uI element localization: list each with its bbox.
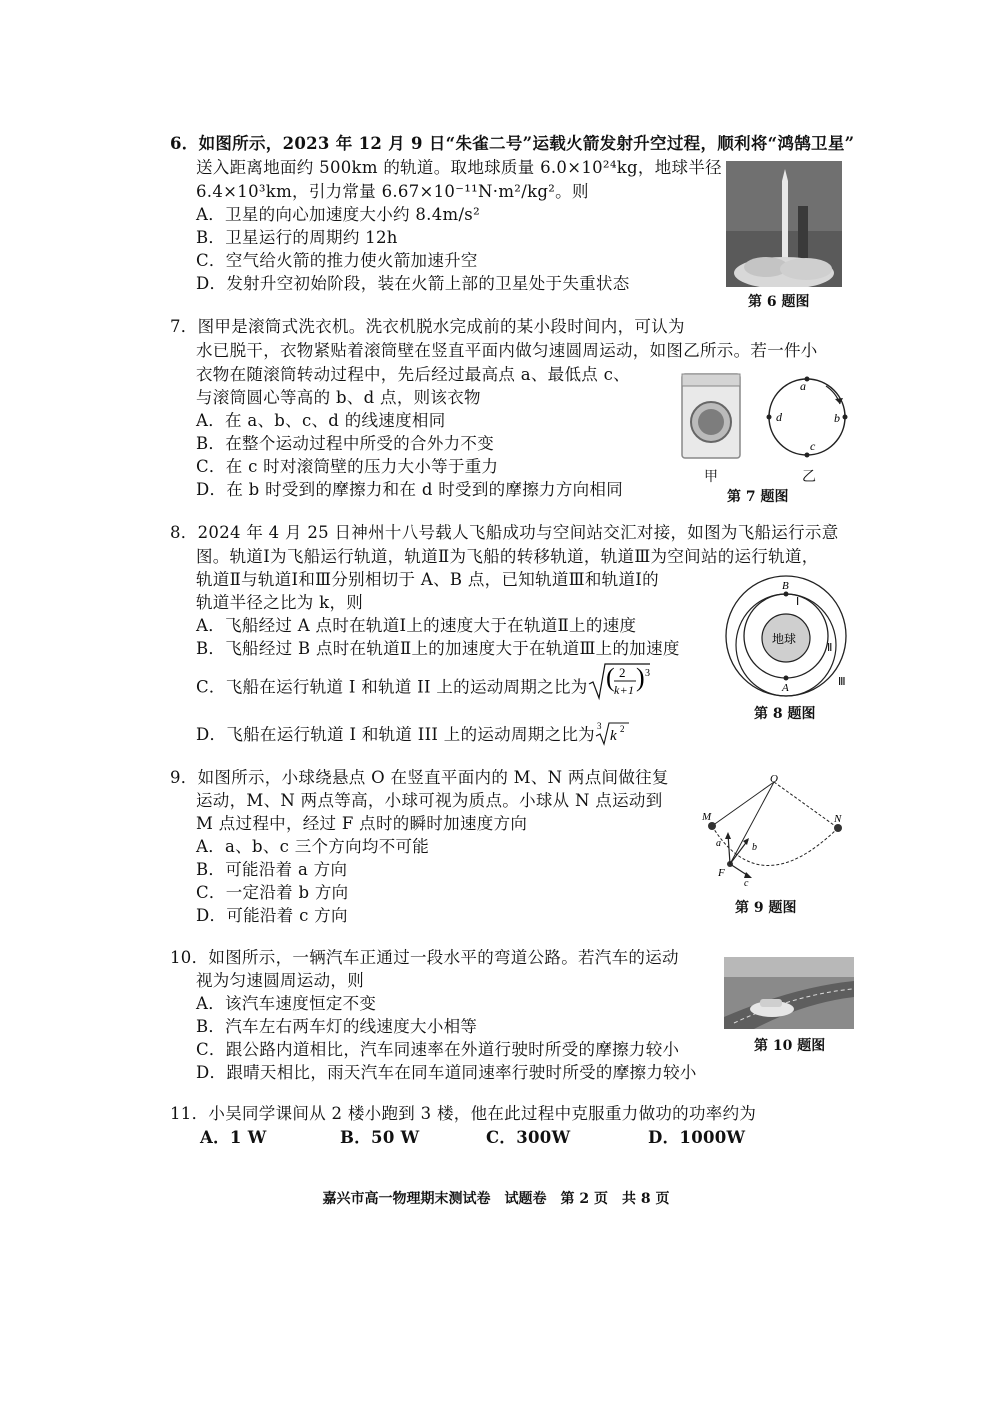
earth-label: 地球 — [772, 632, 797, 646]
pendulum-diagram — [700, 774, 850, 890]
q6-option-b: B．卫星运行的周期约 12h — [196, 228, 398, 247]
q10-option-d: D．跟晴天相比，雨天汽车在同车道同速率行驶时所受的摩擦力较小 — [196, 1063, 697, 1082]
root-exponent: 2 — [619, 723, 625, 734]
q7-option-a: A．在 a、b、c、d 的线速度相同 — [196, 411, 446, 430]
q7-stem-line1: 7．图甲是滚筒式洗衣机。洗衣机脱水完成前的某小段时间内，可认为 — [170, 317, 685, 336]
q8-option-b: B．飞船经过 B 点时在轨道Ⅱ上的加速度大于在轨道Ⅲ上的加速度 — [196, 639, 680, 658]
q6-caption: 第 6 题图 — [748, 294, 810, 310]
car-on-curve-photo — [724, 957, 854, 1029]
figure-label-yi: 乙 — [802, 469, 816, 485]
q6-stem-line1: 6．如图所示，2023 年 12 月 9 日“朱雀二号”运载火箭发射升空过程，顺利将“鸿鹄卫星” — [170, 134, 855, 153]
fraction-numerator: 2 — [618, 665, 626, 680]
q9-stem-line3: M 点过程中，经过 F 点时的瞬时加速度方向 — [196, 814, 528, 833]
q6-stem-line3: 6.4×10³km，引力常量 6.67×10⁻¹¹N·m²/kg²。则 — [196, 182, 589, 201]
q9-stem-line1: 9．如图所示，小球绕悬点 O 在竖直平面内的 M、N 两点间做往复 — [170, 768, 669, 787]
q11-option-b: B．50 W — [340, 1128, 420, 1147]
q8-caption: 第 8 题图 — [754, 706, 816, 722]
point-c-label: c — [810, 439, 816, 453]
q6-option-d: D．发射升空初始阶段，装在火箭上部的卫星处于失重状态 — [196, 274, 630, 293]
q10-stem-line1: 10．如图所示，一辆汽车正通过一段水平的弯道公路。若汽车的运动 — [170, 948, 679, 967]
q10-option-b: B．汽车左右两车灯的线速度大小相等 — [196, 1017, 478, 1036]
q10-option-a: A．该汽车速度恒定不变 — [196, 994, 377, 1013]
root-index: 3 — [596, 720, 602, 731]
orbit-diagram — [722, 573, 854, 698]
q8-option-c-text: C．飞船在运行轨道 I 和轨道 II 上的运动周期之比为 — [196, 677, 588, 697]
q8-stem-line2: 图。轨道Ⅰ为飞船运行轨道，轨道Ⅱ为飞船的转移轨道，轨道Ⅲ为空间站的运行轨道， — [196, 547, 819, 566]
fraction-denominator: k+1 — [613, 683, 634, 697]
q8-option-d — [196, 720, 631, 746]
orbit-I-label: Ⅰ — [796, 596, 800, 608]
q9-option-c: C．一定沿着 b 方向 — [196, 883, 349, 902]
point-A-label: A — [782, 682, 789, 694]
q6-stem-line2: 送入距离地面约 500km 的轨道。取地球质量 6.0×10²⁴kg，地球半径 — [196, 158, 722, 177]
q11-option-d: D．1000W — [648, 1128, 746, 1147]
q6-option-a: A．卫星的向心加速度大小约 8.4m/s² — [196, 205, 480, 224]
q8-option-d-text: D．飞船在运行轨道 I 和轨道 III 上的运动周期之比为 — [196, 725, 595, 744]
orbit-II-label: Ⅱ — [827, 642, 833, 654]
q8-stem-line1: 8．2024 年 4 月 25 日神州十八号载人飞船成功与空间站交汇对接，如图为飞船运行示意 — [170, 523, 839, 542]
q7-caption: 第 7 题图 — [727, 489, 789, 505]
point-a-label: a — [800, 379, 806, 393]
q8-option-a: A．飞船经过 A 点时在轨道Ⅰ上的速度大于在轨道Ⅱ上的速度 — [196, 616, 637, 635]
washing-machine-photo — [680, 372, 742, 460]
q7-stem-line3: 衣物在随滚筒转动过程中，先后经过最高点 a、最低点 c、 — [196, 365, 630, 384]
q8-option-c — [196, 663, 658, 702]
q6-option-c: C．空气给火箭的推力使火箭加速升空 — [196, 251, 478, 270]
q11-stem: 11．小吴同学课间从 2 楼小跑到 3 楼，他在此过程中克服重力做功的功率约为 — [170, 1104, 757, 1123]
point-N-label: N — [834, 813, 842, 825]
direction-b-label: b — [752, 842, 757, 853]
q9-option-b: B．可能沿着 a 方向 — [196, 860, 348, 879]
q11-option-a: A．1 W — [200, 1128, 267, 1147]
q7-stem-line4: 与滚筒圆心等高的 b、d 点，则该衣物 — [196, 388, 481, 407]
fraction-exponent: 3 — [644, 668, 650, 679]
point-b-label: b — [834, 411, 840, 425]
point-M-label: M — [702, 811, 712, 823]
q10-caption: 第 10 题图 — [754, 1038, 826, 1054]
q11-option-c: C．300W — [486, 1128, 571, 1147]
orbit-III-label: Ⅲ — [838, 676, 846, 688]
radical-fraction-formula — [588, 662, 658, 702]
figure-label-jia: 甲 — [704, 469, 718, 485]
svg-text:): ) — [635, 663, 645, 692]
q10-option-c: C．跟公路内道相比，汽车同速率在外道行驶时所受的摩擦力较小 — [196, 1040, 680, 1059]
point-F-label: F — [718, 867, 725, 879]
drum-circle-diagram — [764, 374, 854, 460]
point-O-label: O — [770, 774, 778, 785]
q7-option-b: B．在整个运动过程中所受的合外力不变 — [196, 434, 495, 453]
q9-stem-line2: 运动，M、N 两点等高，小球可视为质点。小球从 N 点运动到 — [196, 791, 663, 810]
q9-option-a: A．a、b、c 三个方向均不可能 — [196, 837, 430, 856]
q8-stem-line3: 轨道Ⅱ与轨道Ⅰ和Ⅲ分别相切于 A、B 点，已知轨道Ⅲ和轨道Ⅰ的 — [196, 570, 659, 589]
point-d-label: d — [776, 410, 782, 424]
q10-stem-line2: 视为匀速圆周运动，则 — [196, 971, 364, 990]
point-B-label: B — [782, 580, 789, 592]
page-footer: 嘉兴市高一物理期末测试卷 试题卷 第 2 页 共 8 页 — [322, 1191, 670, 1207]
svg-text:(: ( — [605, 663, 615, 692]
cube-root-formula — [595, 720, 631, 746]
q9-caption: 第 9 题图 — [735, 900, 797, 916]
q9-option-d: D．可能沿着 c 方向 — [196, 906, 348, 925]
q7-option-c: C．在 c 时对滚筒壁的压力大小等于重力 — [196, 457, 499, 476]
q7-option-d: D．在 b 时受到的摩擦力和在 d 时受到的摩擦力方向相同 — [196, 480, 624, 499]
q7-stem-line2: 水已脱干，衣物紧贴着滚筒壁在竖直平面内做匀速圆周运动，如图乙所示。若一件小 — [196, 341, 818, 360]
root-radicand: k — [609, 727, 617, 744]
direction-c-label: c — [744, 878, 749, 889]
direction-a-label: a — [716, 838, 721, 849]
q8-stem-line4: 轨道半径之比为 k，则 — [196, 593, 364, 612]
rocket-launch-photo — [726, 161, 842, 287]
